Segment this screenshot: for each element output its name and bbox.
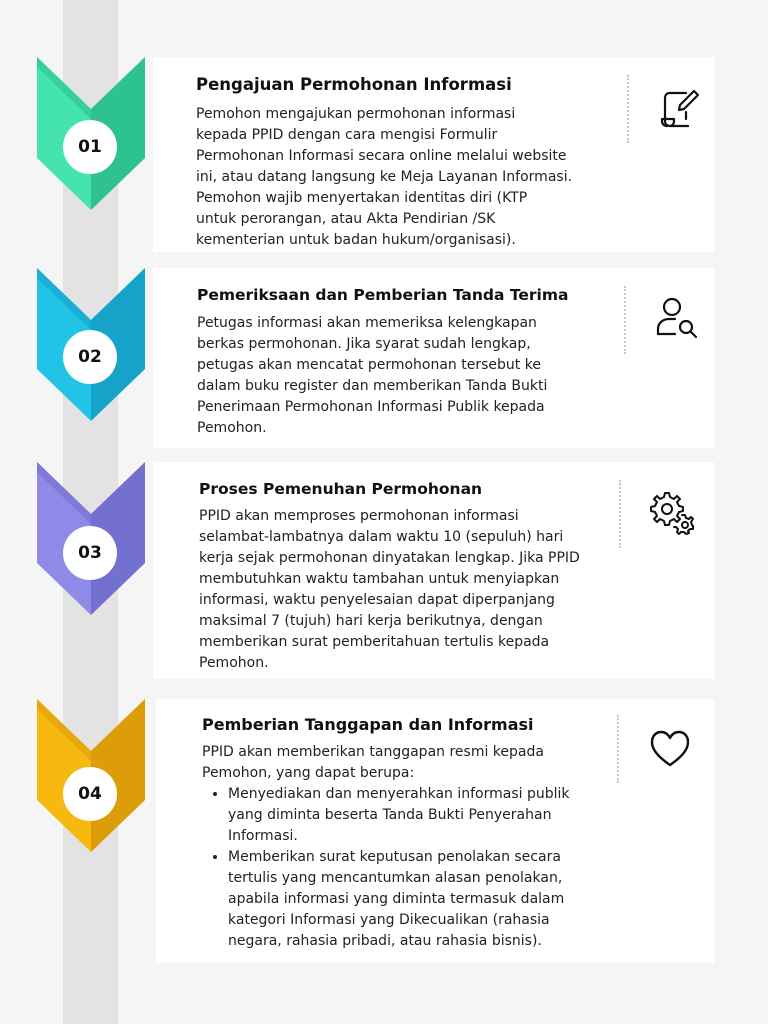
document-edit-icon xyxy=(656,85,702,131)
step-number-badge: 03 xyxy=(63,526,117,580)
step-title: Proses Pemenuhan Permohonan xyxy=(199,480,483,498)
step-title: Pengajuan Permohonan Informasi xyxy=(196,75,512,94)
list-item: • Menyediakan dan menyerahkan informasi publik yang diminta beserta Tanda Bukti Penyerahan Informasi. xyxy=(228,784,648,847)
step-number-badge: 02 xyxy=(63,330,117,384)
divider xyxy=(619,480,621,548)
step-card-3 xyxy=(153,462,714,679)
divider xyxy=(617,715,619,783)
divider xyxy=(624,286,626,354)
step-description: PPID akan memproses permohonan informasi selambat-lambatnya dalam waktu 10 (sepuluh) hari kerja sejak permohonan dinyatakan lengkap. Jika PPID membutuhkan waktu tambahan untuk menyiapkan informasi, waktu penyelesaian dapat diperpanjang maksimal 7 (tujuh) hari kerja berikutnya, dengan memberikan surat pemberitahuan tertulis kepada Pemohon. xyxy=(199,508,580,671)
step-card-2 xyxy=(153,268,714,448)
gears-icon xyxy=(649,489,695,535)
step-title: Pemeriksaan dan Pemberian Tanda Terima xyxy=(197,286,569,304)
step-description: Petugas informasi akan memeriksa kelengkapan berkas permohonan. Jika syarat sudah lengkap, petugas akan mencatat permohonan tersebut ke dalam buku register dan memberikan Tanda Bukti Penerimaan Permohonan Informasi Publik kepada Pemohon. xyxy=(197,315,548,436)
step-card-4 xyxy=(156,699,714,963)
step-number-badge: 04 xyxy=(63,767,117,821)
step-description: Pemohon mengajukan permohonan informasi kepada PPID dengan cara mengisi Formulir Permohonan Informasi secara online melalui website ini, atau datang langsung ke Meja Layanan Informasi. Pemohon wajib menyertakan identitas diri (KTP untuk perorangan, atau Akta Pendirian /SK kementerian untuk badan hukum/organisasi). xyxy=(196,106,573,248)
divider xyxy=(627,75,629,143)
step-title: Pemberian Tanggapan dan Informasi xyxy=(202,715,534,734)
list-item: • Memberikan surat keputusan penolakan secara tertulis yang mencantumkan alasan penolakan, apabila informasi yang diminta termasuk dalam kategori Informasi yang Dikecualikan (rahasia negara, rahasia pribadi, atau rahasia bisnis). xyxy=(228,847,648,952)
step-number-badge: 01 xyxy=(63,120,117,174)
step-card-1 xyxy=(153,57,714,252)
heart-icon xyxy=(647,725,693,771)
user-search-icon xyxy=(653,294,699,340)
step-description: PPID akan memberikan tanggapan resmi kepada Pemohon, yang dapat berupa: xyxy=(202,744,544,781)
step-bullet-list xyxy=(202,784,648,952)
